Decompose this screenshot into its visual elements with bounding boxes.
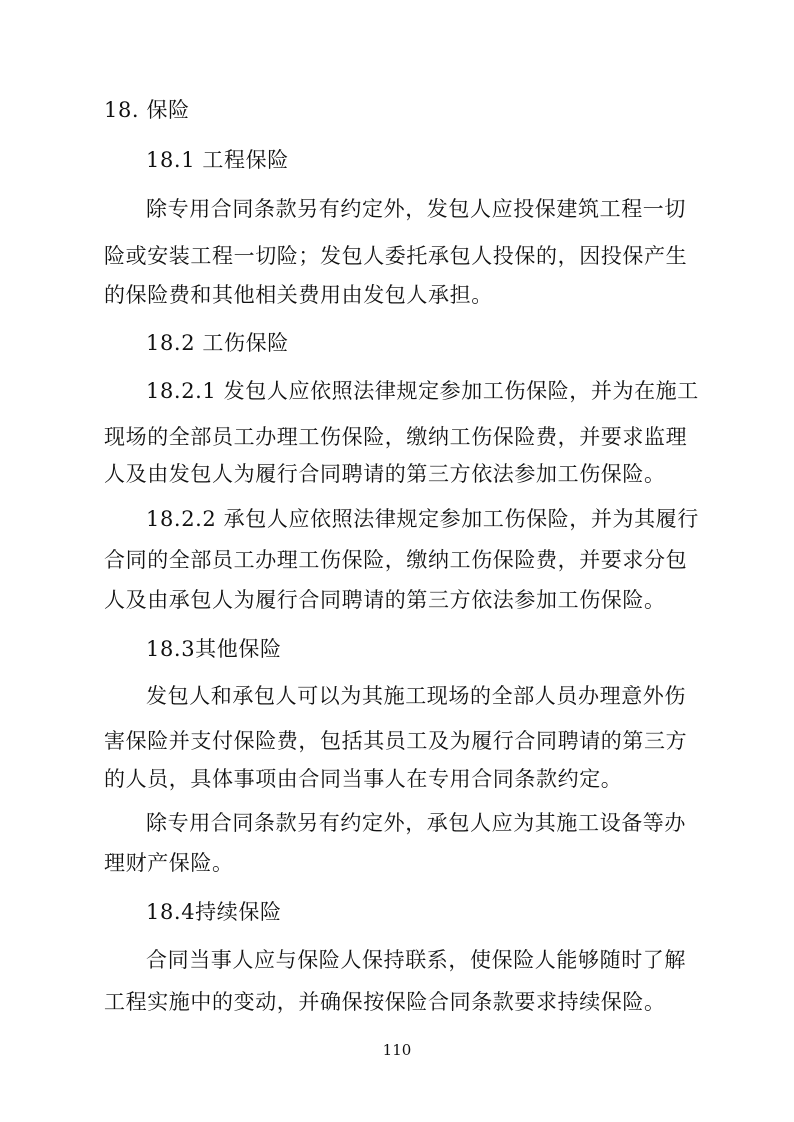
subsection-title-18-2: 18.2 工伤保险 xyxy=(146,331,289,355)
paragraph-line: 18.2.1 发包人应依照法律规定参加工伤保险，并为在施工 xyxy=(146,379,699,403)
paragraph-line: 工程实施中的变动，并确保按保险合同条款要求持续保险。 xyxy=(104,990,666,1014)
paragraph-line: 合同当事人应与保险人保持联系，使保险人能够随时了解 xyxy=(146,948,686,972)
paragraph-line: 18.2.2 承包人应依照法律规定参加工伤保险，并为其履行 xyxy=(146,507,699,531)
subsection-title-18-4: 18.4持续保险 xyxy=(146,900,282,924)
subsection-title-18-3: 18.3其他保险 xyxy=(146,637,282,661)
paragraph-line: 人及由承包人为履行合同聘请的第三方依法参加工伤保险。 xyxy=(104,588,666,612)
paragraph-line: 理财产保险。 xyxy=(104,851,234,875)
paragraph-line: 险或安装工程一切险；发包人委托承包人投保的，因投保产生 xyxy=(104,244,688,268)
paragraph-line: 除专用合同条款另有约定外，承包人应为其施工设备等办 xyxy=(146,811,686,835)
paragraph-line: 除专用合同条款另有约定外，发包人应投保建筑工程一切 xyxy=(146,197,686,221)
paragraph-line: 发包人和承包人可以为其施工现场的全部人员办理意外伤 xyxy=(146,684,686,708)
paragraph-line: 的保险费和其他相关费用由发包人承担。 xyxy=(104,283,493,307)
paragraph-line: 害保险并支付保险费，包括其员工及为履行合同聘请的第三方 xyxy=(104,729,688,753)
page-number: 110 xyxy=(382,1041,412,1059)
paragraph-line: 的人员，具体事项由合同当事人在专用合同条款约定。 xyxy=(104,767,623,791)
section-heading-18: 18. 保险 xyxy=(104,98,190,122)
paragraph-line: 现场的全部员工办理工伤保险，缴纳工伤保险费，并要求监理 xyxy=(104,425,688,449)
subsection-title-18-1: 18.1 工程保险 xyxy=(146,148,289,172)
paragraph-line: 人及由发包人为履行合同聘请的第三方依法参加工伤保险。 xyxy=(104,462,666,486)
paragraph-line: 合同的全部员工办理工伤保险，缴纳工伤保险费，并要求分包 xyxy=(104,548,688,572)
